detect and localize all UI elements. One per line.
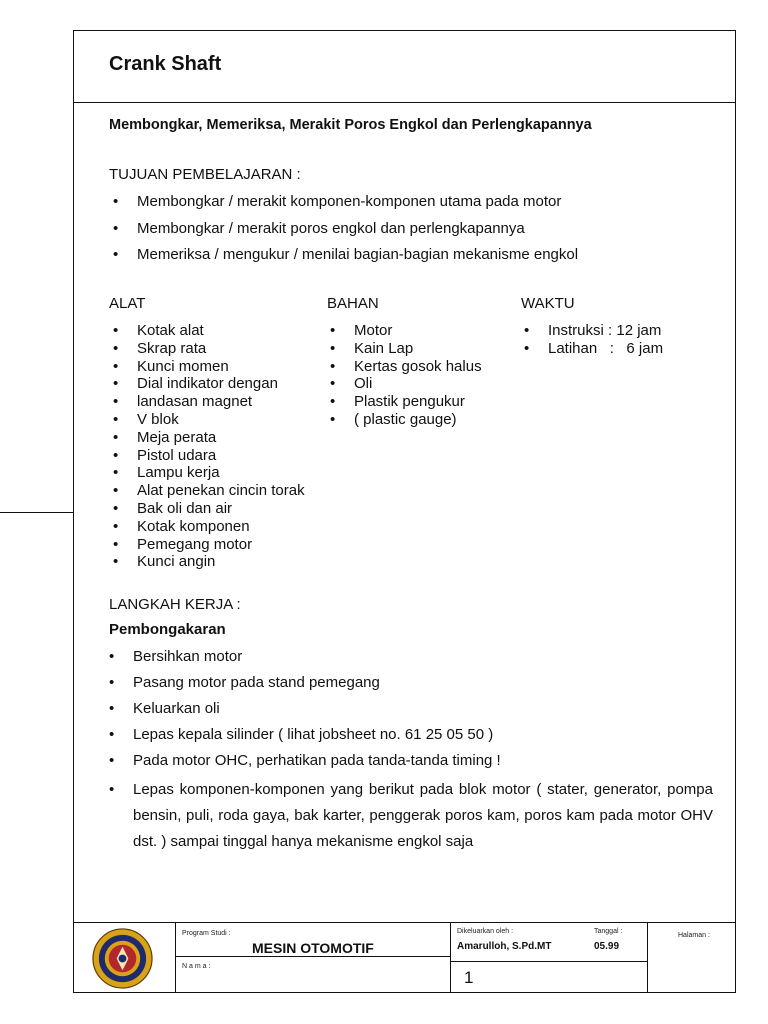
bullet-icon: • bbox=[113, 339, 119, 357]
name-label: N a m a : bbox=[182, 963, 211, 970]
list-item: • ( plastic gauge) bbox=[330, 410, 457, 428]
time-list bbox=[522, 322, 722, 358]
list-item: • Lampu kerja bbox=[113, 464, 220, 482]
logo-cell bbox=[74, 923, 175, 992]
date-cell bbox=[590, 923, 647, 992]
list-item: • Keluarkan oli bbox=[109, 700, 220, 717]
date-label: Tanggal : bbox=[594, 928, 623, 935]
list-item: • Motor bbox=[330, 322, 393, 339]
list-item: • Pistol udara bbox=[113, 446, 217, 464]
bullet-icon: • bbox=[113, 410, 119, 428]
institution-seal-icon bbox=[91, 927, 154, 990]
page-title: Crank Shaft bbox=[109, 53, 222, 75]
bullet-icon: • bbox=[113, 428, 119, 446]
steps-subheading: Pembongakaran bbox=[109, 621, 226, 638]
bullet-icon: • bbox=[330, 375, 336, 393]
list-item: • Memeriksa / mengukur / menilai bagian-bagian mekanisme engkol bbox=[113, 246, 579, 263]
tools-list bbox=[111, 322, 321, 571]
list-item: • Instruksi : 12 jam bbox=[524, 322, 662, 339]
bullet-icon: • bbox=[113, 219, 119, 237]
bullet-icon: • bbox=[330, 357, 336, 375]
materials-heading: BAHAN bbox=[327, 295, 379, 312]
list-item: • Kunci momen bbox=[113, 357, 229, 375]
list-item: • Oli bbox=[330, 375, 373, 393]
list-item: • Alat penekan cincin torak bbox=[113, 482, 305, 500]
bullet-icon: • bbox=[113, 393, 119, 411]
list-item: • V blok bbox=[113, 410, 179, 428]
tools-heading: ALAT bbox=[109, 295, 146, 312]
bullet-icon: • bbox=[109, 648, 115, 665]
program-value: MESIN OTOMOTIF bbox=[252, 940, 374, 956]
divider bbox=[450, 961, 647, 962]
title-row bbox=[74, 31, 735, 103]
list-item: • Lepas komponen-komponen yang berikut pada blok motor ( stater, generator, pompa bensin, puli, roda gaya, bak karter, penggerak poros kam, poros kam pada motor OHV dst. ) sampai tinggal hanya mekanisme engkol saja bbox=[107, 777, 713, 855]
program-label: Program Studi : bbox=[182, 930, 231, 937]
bullet-icon: • bbox=[113, 246, 119, 263]
list-item: • Skrap rata bbox=[113, 339, 207, 357]
issued-by-label: Dikeluarkan oleh : bbox=[457, 928, 514, 935]
list-item: • Kotak komponen bbox=[113, 517, 250, 535]
list-item: • Kain Lap bbox=[330, 339, 414, 357]
footer-table bbox=[73, 922, 736, 993]
margin-line bbox=[0, 512, 74, 513]
date-value: 05.99 bbox=[594, 941, 620, 952]
bullet-icon: • bbox=[113, 446, 119, 464]
bullet-icon: • bbox=[113, 322, 119, 339]
bullet-icon: • bbox=[524, 322, 530, 339]
list-item: • Kotak alat bbox=[113, 322, 204, 339]
bullet-icon: • bbox=[109, 726, 115, 743]
list-item: • Bersihkan motor bbox=[109, 648, 243, 665]
time-heading: WAKTU bbox=[521, 295, 575, 312]
bullet-icon: • bbox=[113, 357, 119, 375]
list-item: • Pemegang motor bbox=[113, 535, 253, 553]
steps-list bbox=[107, 647, 713, 855]
divider bbox=[176, 956, 450, 957]
bullet-icon: • bbox=[524, 339, 530, 357]
bullet-icon: • bbox=[109, 781, 115, 798]
list-item: • Meja perata bbox=[113, 428, 217, 446]
bullet-icon: • bbox=[109, 752, 115, 769]
bullet-icon: • bbox=[113, 499, 119, 517]
bullet-icon: • bbox=[330, 322, 336, 339]
list-item: • Kertas gosok halus bbox=[330, 357, 482, 375]
list-item: • Dial indikator dengan bbox=[113, 375, 278, 393]
page-subtitle: Membongkar, Memeriksa, Merakit Poros Engkol dan Perlengkapannya bbox=[109, 117, 592, 133]
list-item: • landasan magnet bbox=[113, 393, 253, 411]
materials-list bbox=[328, 322, 513, 429]
bullet-icon: • bbox=[113, 193, 119, 210]
issued-by-value: Amarulloh, S.Pd.MT bbox=[457, 941, 552, 952]
page-label: Halaman : bbox=[678, 932, 710, 939]
bullet-icon: • bbox=[330, 393, 336, 411]
objectives-list bbox=[111, 192, 731, 272]
list-item: • Pada motor OHC, perhatikan pada tanda-tanda timing ! bbox=[109, 752, 501, 769]
bullet-icon: • bbox=[113, 553, 119, 571]
bullet-icon: • bbox=[113, 535, 119, 553]
list-item: • Lepas kepala silinder ( lihat jobsheet no. 61 25 05 50 ) bbox=[109, 726, 494, 743]
list-item: • Membongkar / merakit komponen-komponen utama pada motor bbox=[113, 193, 562, 210]
bullet-icon: • bbox=[109, 700, 115, 717]
list-item: • Pasang motor pada stand pemegang bbox=[109, 674, 380, 691]
bullet-icon: • bbox=[113, 517, 119, 535]
steps-heading: LANGKAH KERJA : bbox=[109, 596, 241, 613]
list-item: • Latihan : 6 jam bbox=[524, 339, 664, 357]
bullet-icon: • bbox=[109, 674, 115, 691]
list-item: • Kunci angin bbox=[113, 553, 216, 571]
program-cell bbox=[175, 923, 450, 992]
bullet-icon: • bbox=[330, 410, 336, 428]
bullet-icon: • bbox=[113, 375, 119, 393]
list-item: • Membongkar / merakit poros engkol dan perlengkapannya bbox=[113, 219, 525, 237]
list-item: • Plastik pengukur bbox=[330, 393, 465, 411]
bullet-icon: • bbox=[113, 482, 119, 500]
bullet-icon: • bbox=[330, 339, 336, 357]
bullet-icon: • bbox=[113, 464, 119, 482]
objectives-heading: TUJUAN PEMBELAJARAN : bbox=[109, 166, 301, 183]
list-item: • Bak oli dan air bbox=[113, 499, 233, 517]
page-number: 1 bbox=[464, 968, 474, 987]
page-cell bbox=[647, 923, 737, 992]
